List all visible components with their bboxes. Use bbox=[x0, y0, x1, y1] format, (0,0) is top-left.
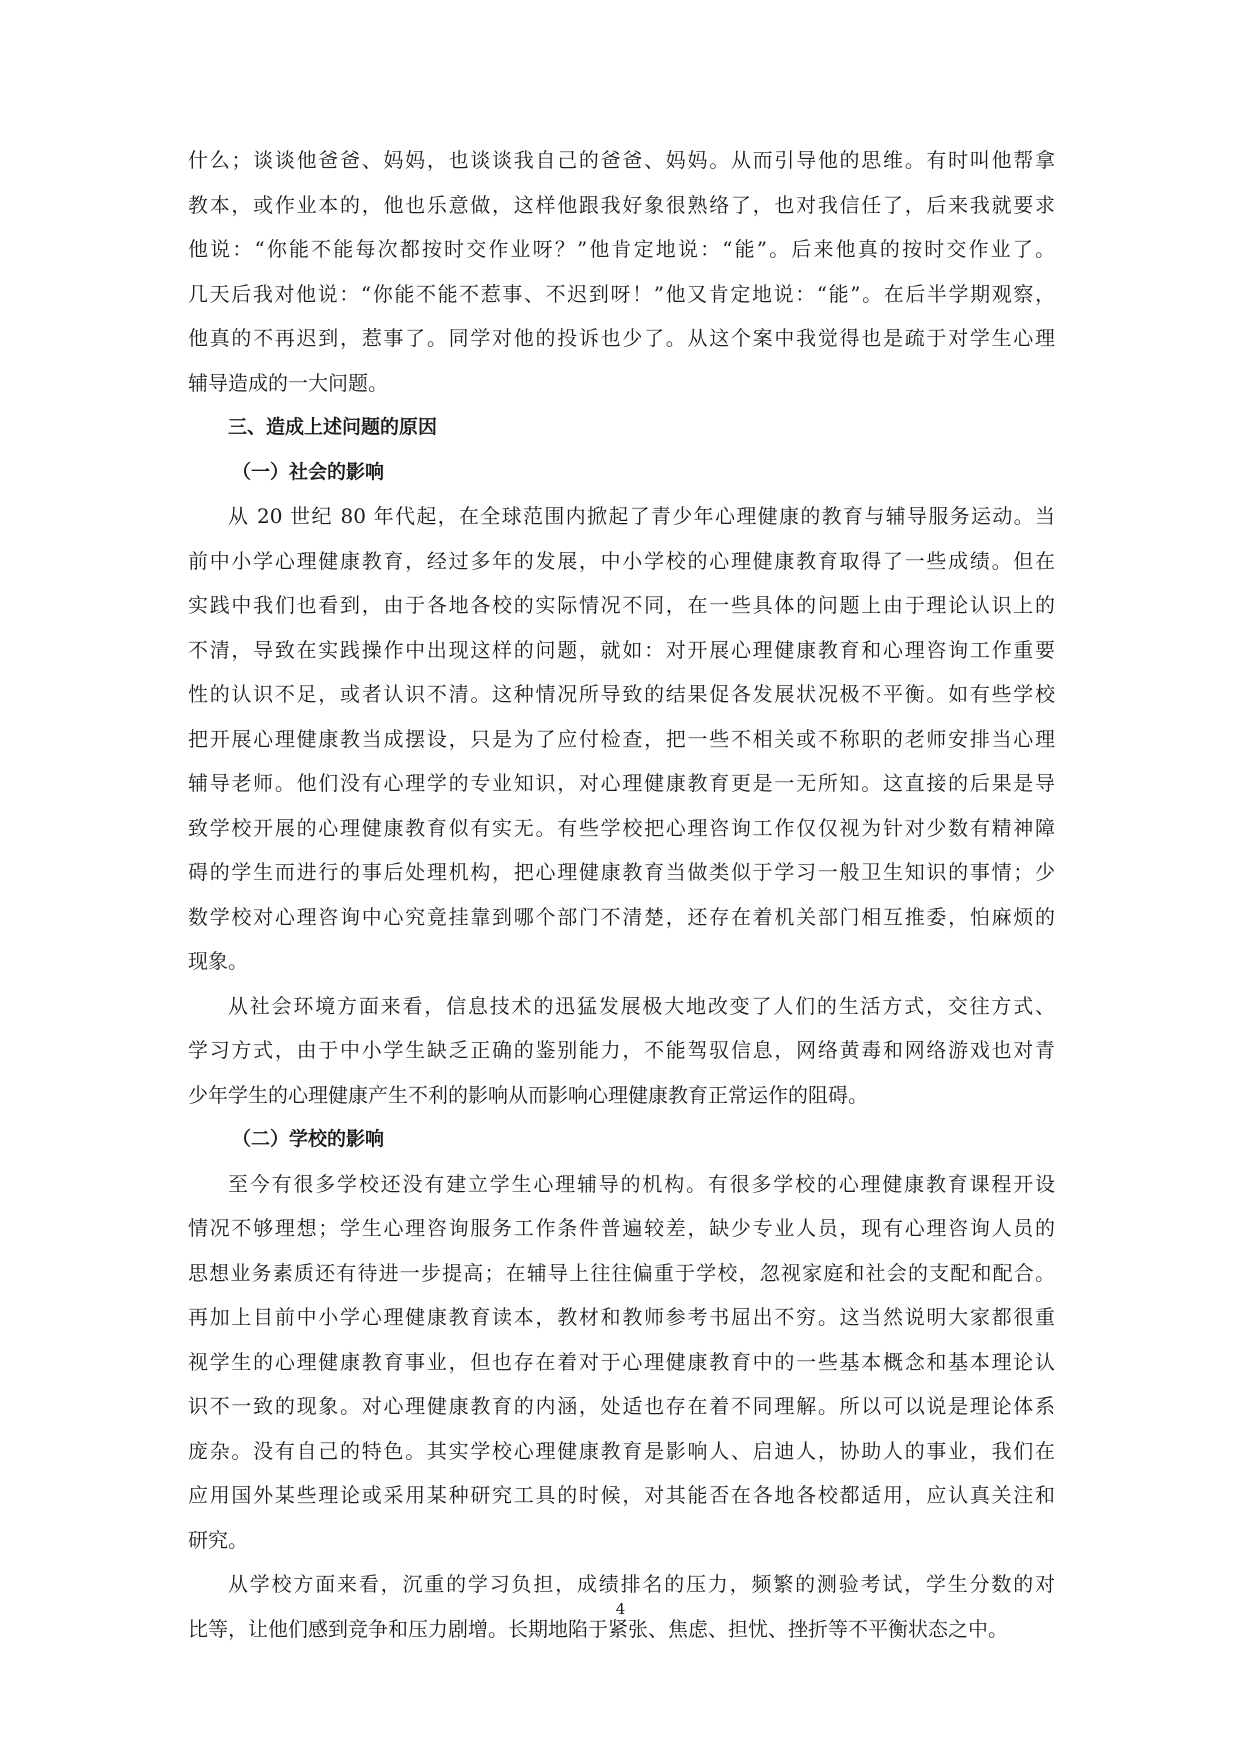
text-line: 辅导造成的一大问题。 bbox=[188, 370, 388, 395]
subsection-heading-social: （一）社会的影响 bbox=[232, 460, 385, 483]
text-line: 他说：“你能不能每次都按时交作业呀？”他肯定地说：“能”。后来他真的按时交作业了。 bbox=[188, 237, 1055, 261]
text-line: 应用国外某些理论或采用某种研究工具的时候，对其能否在各地各校都适用，应认真关注和 bbox=[188, 1483, 1055, 1507]
paragraph-social-2 bbox=[188, 984, 1055, 1118]
text-line: 思想业务素质还有待进一步提高；在辅导上往往偏重于学校，忽视家庭和社会的支配和配合。 bbox=[188, 1260, 1055, 1285]
text-line: 从社会环境方面来看，信息技术的迅猛发展极大地改变了人们的生活方式，交往方式、 bbox=[228, 993, 1055, 1018]
text-line: 识不一致的现象。对心理健康教育的内涵，处适也存在着不同理解。所以可以说是理论体系 bbox=[188, 1394, 1055, 1418]
text-line: 实践中我们也看到，由于各地各校的实际情况不同，在一些具体的问题上由于理论认识上的 bbox=[188, 593, 1055, 617]
section-heading: 三、造成上述问题的原因 bbox=[228, 416, 438, 438]
text-line: 学习方式，由于中小学生缺乏正确的鉴别能力，不能驾驭信息，网络黄毒和网络游戏也对青 bbox=[188, 1038, 1055, 1062]
text-line: 现象。 bbox=[188, 949, 248, 973]
paragraph-school-1 bbox=[188, 1162, 1055, 1563]
paragraph-social-1 bbox=[188, 494, 1055, 984]
text-line: 从 20 世纪 80 年代起，在全球范围内掀起了青少年心理健康的教育与辅导服务运动。当 bbox=[228, 504, 1055, 528]
text-line: 少年学生的心理健康产生不利的影响从而影响心理健康教育正常运作的阻碍。 bbox=[188, 1082, 868, 1107]
text-line: 研究。 bbox=[188, 1527, 248, 1552]
text-line: 视学生的心理健康教育事业，但也存在着对于心理健康教育中的一些基本概念和基本理论认 bbox=[188, 1349, 1055, 1374]
document-page bbox=[188, 138, 1055, 1651]
text-line: 几天后我对他说：“你能不能不惹事、不迟到呀！”他又肯定地说：“能”。在后半学期观察， bbox=[188, 281, 1055, 306]
page-number: 4 bbox=[615, 1600, 626, 1618]
subsection-heading-school: （二）学校的影响 bbox=[232, 1128, 385, 1150]
text-line: 前中小学心理健康教育，经过多年的发展，中小学校的心理健康教育取得了一些成绩。但在 bbox=[188, 548, 1055, 573]
text-line: 他真的不再迟到，惹事了。同学对他的投诉也少了。从这个案中我觉得也是疏于对学生心理 bbox=[188, 326, 1055, 350]
text-line: 碍的学生而进行的事后处理机构，把心理健康教育当做类似于学习一般卫生知识的事情；少 bbox=[188, 860, 1055, 884]
text-line: 情况不够理想；学生心理咨询服务工作条件普遍较差，缺少专业人员，现有心理咨询人员的 bbox=[188, 1216, 1055, 1240]
text-line: 再加上目前中小学心理健康教育读本，教材和教师参考书屈出不穷。这当然说明大家都很重 bbox=[188, 1305, 1055, 1329]
text-line: 数学校对心理咨询中心究竟挂靠到哪个部门不清楚，还存在着机关部门相互推委，怕麻烦的 bbox=[188, 904, 1055, 929]
text-line: 庞杂。没有自己的特色。其实学校心理健康教育是影响人、启迪人，协助人的事业，我们在 bbox=[188, 1438, 1055, 1463]
text-line: 致学校开展的心理健康教育似有实无。有些学校把心理咨询工作仅仅视为针对少数有精神障 bbox=[188, 815, 1055, 840]
text-line: 性的认识不足，或者认识不清。这种情况所导致的结果促各发展状况极不平衡。如有些学校 bbox=[188, 682, 1055, 706]
text-line: 把开展心理健康教当成摆设，只是为了应付检查，把一些不相关或不称职的老师安排当心理 bbox=[188, 726, 1055, 751]
text-line: 比等，让他们感到竞争和压力剧增。长期地陷于紧张、焦虑、担忧、挫折等不平衡状态之中。 bbox=[188, 1616, 1008, 1641]
paragraph-continuation bbox=[188, 138, 1055, 405]
text-line: 至今有很多学校还没有建立学生心理辅导的机构。有很多学校的心理健康教育课程开设 bbox=[228, 1171, 1055, 1196]
text-line: 什么；谈谈他爸爸、妈妈，也谈谈我自己的爸爸、妈妈。从而引导他的思维。有时叫他帮拿 bbox=[188, 148, 1055, 172]
text-line: 教本，或作业本的，他也乐意做，这样他跟我好象很熟络了，也对我信任了，后来我就要求 bbox=[188, 192, 1055, 217]
text-line: 不清，导致在实践操作中出现这样的问题，就如：对开展心理健康教育和心理咨询工作重要 bbox=[188, 637, 1055, 662]
text-line: 从学校方面来看，沉重的学习负担，成绩排名的压力，频繁的测验考试，学生分数的对 bbox=[228, 1572, 1055, 1596]
text-line: 辅导老师。他们没有心理学的专业知识，对心理健康教育更是一无所知。这直接的后果是导 bbox=[188, 771, 1055, 795]
